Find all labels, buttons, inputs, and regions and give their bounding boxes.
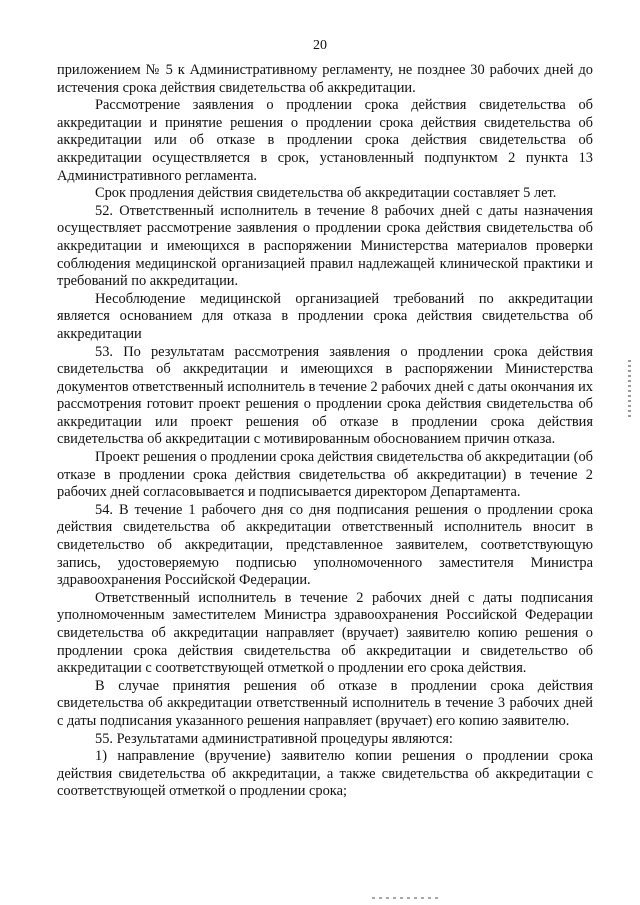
scan-footer-dots [372, 897, 442, 899]
paragraph-item-52: 52. Ответственный исполнитель в течение 8 рабочих дней с даты назначения осуществляет рассмотрение заявления о продлении срока действия свидетельства об аккредитации и имеющихся в распоряжении Министерства материалов проверки соблюдения медицинской организацией правил надлежащей клинической практики и требований по аккредитации. [57, 202, 593, 290]
scan-margin-mark [628, 360, 631, 420]
paragraph-item-54: 54. В течение 1 рабочего дня со дня подписания решения о продлении срока действия свидетельства об аккредитации ответственный исполнитель вносит в свидетельство об аккредитации, представленное заявителем, соответствующую запись, удостоверяемую подписью уполномоченного заместителя Министра здравоохранения Российской Федерации. [57, 501, 593, 589]
paragraph-item-53: 53. По результатам рассмотрения заявления о продлении срока действия свидетельства об аккредитации и имеющихся в распоряжении Министерства документов ответственный исполнитель в течение 2 рабочих дней с даты окончания их рассмотрения готовит проект решения о продлении срока действия свидетельства об аккредитации или проект решения об отказе в продлении срока действия свидетельства об аккредитации с мотивированным обоснованием причин отказа. [57, 343, 593, 448]
document-body [57, 62, 593, 801]
paragraph-result-1: 1) направление (вручение) заявителю копии решения о продлении срока действия свидетельства об аккредитации, а также свидетельства об аккредитации с соответствующей отметкой о продлении срока; [57, 748, 593, 800]
paragraph-review-term: Рассмотрение заявления о продлении срока действия свидетельства об аккредитации и принятие решения о продлении срока действия свидетельства об аккредитации или об отказе в продлении срока действия свидетельства об аккредитации осуществляется в срок, установленный подпунктом 2 пункта 13 Административного регламента. [57, 97, 593, 184]
paragraph-extension-period: Срок продления действия свидетельства об аккредитации составляет 5 лет. [95, 185, 557, 202]
paragraph-continuation: приложением № 5 к Административному регламенту, не позднее 30 рабочих дней до истечения срока действия свидетельства об аккредитации. [57, 62, 593, 96]
paragraph-delivery: Ответственный исполнитель в течение 2 рабочих дней с даты подписания уполномоченным заместителем Министра здравоохранения Российской Федерации свидетельства об аккредитации направляет (вручает) заявителю копию решения о продлении срока действия свидетельства об аккредитации и свидетельство об аккредитации с соответствующей отметкой о продлении его срока действия. [57, 589, 593, 677]
paragraph-item-55: 55. Результатами административной процедуры являются: [95, 730, 453, 747]
paragraph-refusal-copy: В случае принятия решения об отказе в продлении срока действия свидетельства об аккредитации ответственный исполнитель в течение 3 рабочих дней с даты подписания указанного решения направляет (вручает) его копию заявителю. [57, 677, 593, 729]
page-number: 20 [313, 38, 327, 53]
paragraph-refusal-basis: Несоблюдение медицинской организацией требований по аккредитации является основанием для отказа в продлении срока действия свидетельства об аккредитации [57, 290, 593, 342]
paragraph-draft-decision: Проект решения о продлении срока действия свидетельства об аккредитации (об отказе в продлении срока действия свидетельства об аккредитации) в течение 2 рабочих дней согласовывается и подписывается директором Департамента. [57, 449, 593, 501]
